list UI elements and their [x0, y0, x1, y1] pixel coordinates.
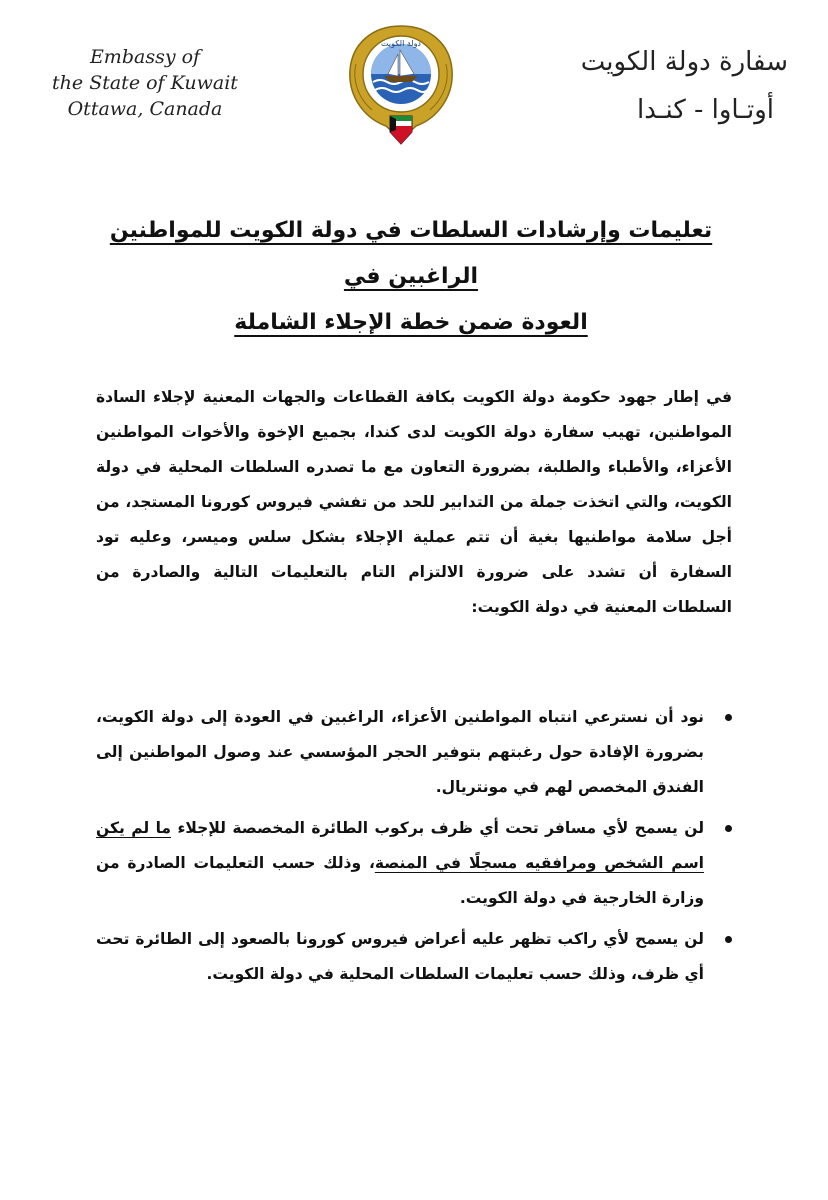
list-item [96, 700, 732, 805]
letterhead-english-line: Ottawa, Canada [67, 98, 223, 120]
bullet-icon [725, 936, 732, 943]
bullet-text-underlined: ما لم يكن اسم الشخص ومرافقيه مسجلًا في المنصة [96, 819, 704, 872]
emblem-text: دولة الكويت [381, 39, 421, 48]
kuwait-emblem-icon [342, 20, 460, 152]
list-item [96, 811, 732, 916]
letterhead-english-line: the State of Kuwait [52, 72, 238, 94]
list-item [96, 922, 732, 992]
instructions-list [96, 700, 732, 998]
letterhead-english-line: Embassy of [89, 46, 201, 68]
title-line2: العودة ضمن خطة الإجلاء الشاملة [234, 310, 588, 335]
bullet-text-part1: لن يسمح لأي مسافر تحت أي ظرف بركوب الطائرة المخصصة للإجلاء [171, 819, 705, 837]
bullet-icon [725, 825, 732, 832]
letterhead-english [40, 44, 250, 122]
intro-paragraph: في إطار جهود حكومة دولة الكويت بكافة القطاعات والجهات المعنية لإجلاء السادة المواطنين، تهيب سفارة دولة الكويت لدى كندا، بجميع الإخوة والأخوات المواطنين الأعزاء، والأطباء والطلبة، بضرورة التعاون مع ما تصدره السلطات المحلية في دولة الكويت، والتي اتخذت جملة من التدابير للحد من تفشي فيروس كورونا المستجد، من أجل سلامة مواطنيها بغية أن تتم عملية الإجلاء بشكل سلس وميسر، وعليه تود السفارة أن تشدد على ضرورة الالتزام التام بالتعليمات التالية والصادرة من السلطات المعنية في دولة الكويت: [96, 388, 732, 616]
document-title [90, 208, 732, 346]
bullet-icon [725, 714, 732, 721]
title-line1: تعليمات وإرشادات السلطات في دولة الكويت للمواطنين الراغبين في [109, 218, 713, 289]
letterhead-arabic-line2: أوتـاوا - كنـدا [637, 95, 774, 125]
bullet-text: نود أن نسترعي انتباه المواطنين الأعزاء، الراغبين في العودة إلى دولة الكويت، بضرورة الإفادة حول رغبتهم بتوفير الحجر المؤسسي عند وصول المواطنين إلى الفندق المخصص لهم في مونتريال. [96, 708, 704, 796]
letterhead-arabic [568, 38, 788, 134]
bullet-text-part2: ، وذلك حسب التعليمات الصادرة من وزارة الخارجية في دولة الكويت. [96, 854, 704, 907]
letterhead-arabic-line1: سفارة دولة الكويت [580, 47, 788, 77]
bullet-text: لن يسمح لأي راكب تظهر عليه أعراض فيروس كورونا بالصعود إلى الطائرة تحت أي ظرف، وذلك حسب تعليمات السلطات المحلية في دولة الكويت. [96, 930, 704, 983]
